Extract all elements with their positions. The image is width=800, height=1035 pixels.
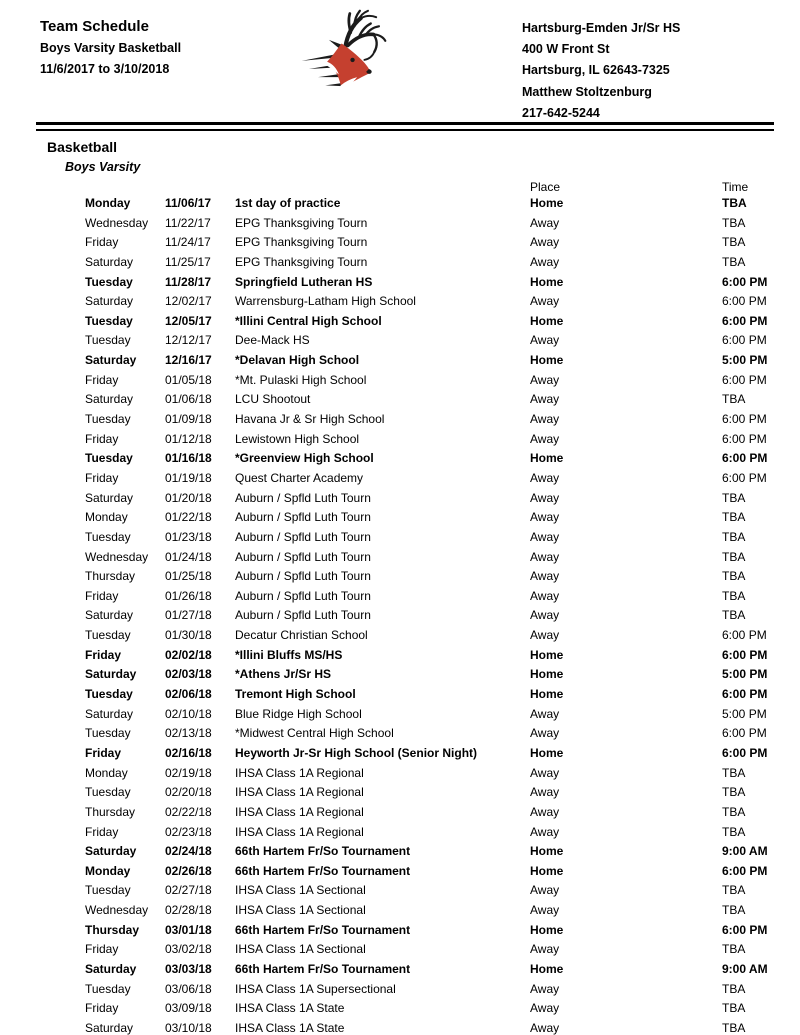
- cell-place: Away: [530, 431, 560, 446]
- cell-place: Away: [530, 628, 560, 643]
- cell-day: Friday: [85, 745, 122, 760]
- cell-time: 5:00 PM: [722, 667, 768, 682]
- cell-time: TBA: [722, 1020, 746, 1035]
- cell-time: TBA: [722, 235, 746, 250]
- cell-event: *Midwest Central High School: [235, 726, 394, 741]
- cell-day: Tuesday: [85, 785, 131, 800]
- cell-time: TBA: [722, 529, 746, 544]
- schedule-row: [0, 705, 800, 725]
- cell-event: IHSA Class 1A Regional: [235, 785, 364, 800]
- cell-day: Saturday: [85, 254, 134, 269]
- cell-time: 6:00 PM: [722, 313, 768, 328]
- schedule-row: [0, 901, 800, 921]
- cell-date: 02/26/18: [165, 863, 212, 878]
- cell-time: 6:00 PM: [722, 745, 768, 760]
- schedule-row: [0, 665, 800, 685]
- cell-place: Away: [530, 215, 560, 230]
- cell-place: Away: [530, 569, 560, 584]
- cell-place: Away: [530, 490, 560, 505]
- cell-place: Away: [530, 765, 560, 780]
- cell-day: Saturday: [85, 844, 137, 859]
- cell-event: 66th Hartem Fr/So Tournament: [235, 844, 411, 859]
- cell-place: Home: [530, 451, 564, 466]
- cell-event: IHSA Class 1A Regional: [235, 765, 364, 780]
- cell-day: Saturday: [85, 961, 137, 976]
- cell-place: Home: [530, 687, 564, 702]
- cell-date: 01/09/18: [165, 412, 212, 427]
- cell-event: IHSA Class 1A Regional: [235, 824, 364, 839]
- cell-event: Tremont High School: [235, 687, 356, 702]
- cell-day: Tuesday: [85, 726, 131, 741]
- schedule-row: [0, 587, 800, 607]
- cell-time: 5:00 PM: [722, 353, 768, 368]
- cell-date: 12/02/17: [165, 294, 212, 309]
- cell-date: 01/12/18: [165, 431, 212, 446]
- cell-date: 03/09/18: [165, 1001, 212, 1016]
- cell-day: Wednesday: [85, 549, 149, 564]
- cell-date: 12/05/17: [165, 313, 212, 328]
- cell-place: Home: [530, 353, 564, 368]
- cell-event: Springfield Lutheran HS: [235, 274, 373, 289]
- cell-date: 01/16/18: [165, 451, 212, 466]
- cell-date: 02/27/18: [165, 883, 212, 898]
- cell-time: 5:00 PM: [722, 706, 767, 721]
- cell-event: Auburn / Spfld Luth Tourn: [235, 490, 371, 505]
- cell-event: Auburn / Spfld Luth Tourn: [235, 529, 371, 544]
- cell-time: 6:00 PM: [722, 647, 768, 662]
- schedule-row: [0, 980, 800, 1000]
- cell-day: Saturday: [85, 706, 134, 721]
- cell-event: *Athens Jr/Sr HS: [235, 667, 332, 682]
- team-heading: Boys Varsity: [65, 160, 141, 174]
- season-date-range: 11/6/2017 to 3/10/2018: [40, 62, 170, 76]
- cell-place: Away: [530, 706, 560, 721]
- cell-date: 02/16/18: [165, 745, 212, 760]
- cell-place: Away: [530, 981, 560, 996]
- cell-time: 6:00 PM: [722, 431, 767, 446]
- cell-place: Away: [530, 529, 560, 544]
- table-header-row: [0, 181, 800, 194]
- cell-place: Away: [530, 726, 560, 741]
- cell-place: Away: [530, 333, 560, 348]
- cell-time: TBA: [722, 1001, 746, 1016]
- cell-date: 03/10/18: [165, 1020, 212, 1035]
- header-left: [40, 16, 181, 80]
- cell-day: Friday: [85, 647, 122, 662]
- cell-event: *Delavan High School: [235, 353, 360, 368]
- cell-time: 6:00 PM: [722, 333, 767, 348]
- cell-day: Friday: [85, 372, 119, 387]
- cell-day: Monday: [85, 765, 128, 780]
- schedule-row: [0, 823, 800, 843]
- schedule-row: [0, 489, 800, 509]
- cell-day: Monday: [85, 510, 128, 525]
- header-right: [522, 18, 680, 124]
- cell-date: 01/06/18: [165, 392, 212, 407]
- cell-day: Tuesday: [85, 451, 133, 466]
- cell-day: Tuesday: [85, 687, 133, 702]
- cell-date: 11/25/17: [165, 254, 211, 269]
- cell-event: Auburn / Spfld Luth Tourn: [235, 569, 371, 584]
- cell-time: 6:00 PM: [722, 294, 767, 309]
- schedule-row: [0, 724, 800, 744]
- cell-event: IHSA Class 1A Supersectional: [235, 981, 396, 996]
- cell-day: Saturday: [85, 1020, 134, 1035]
- schedule-row: [0, 685, 800, 705]
- cell-event: IHSA Class 1A State: [235, 1001, 345, 1016]
- cell-day: Friday: [85, 431, 119, 446]
- cell-time: TBA: [722, 942, 746, 957]
- cell-date: 12/12/17: [165, 333, 212, 348]
- cell-time: 6:00 PM: [722, 922, 768, 937]
- schedule-row: [0, 253, 800, 273]
- cell-date: 01/05/18: [165, 372, 212, 387]
- schedule-row: [0, 881, 800, 901]
- cell-place: Home: [530, 961, 564, 976]
- schedule-row: [0, 430, 800, 450]
- schedule-row: [0, 233, 800, 253]
- double-rule: [36, 122, 774, 131]
- cell-event: Auburn / Spfld Luth Tourn: [235, 510, 371, 525]
- cell-date: 03/02/18: [165, 942, 212, 957]
- schedule-row: [0, 194, 800, 214]
- cell-place: Home: [530, 196, 564, 210]
- cell-event: Auburn / Spfld Luth Tourn: [235, 608, 371, 623]
- cell-day: Tuesday: [85, 412, 131, 427]
- schedule-row: [0, 351, 800, 371]
- cell-date: 02/22/18: [165, 804, 212, 819]
- contact-name: Matthew Stoltzenburg: [522, 84, 652, 99]
- cell-date: 01/23/18: [165, 529, 212, 544]
- cell-event: *Greenview High School: [235, 451, 374, 466]
- schedule-row: [0, 567, 800, 587]
- cell-place: Home: [530, 667, 564, 682]
- cell-event: Dee-Mack HS: [235, 333, 310, 348]
- cell-time: TBA: [722, 215, 746, 230]
- cell-event: *Illini Bluffs MS/HS: [235, 647, 343, 662]
- cell-event: EPG Thanksgiving Tourn: [235, 215, 368, 230]
- schedule-row: [0, 410, 800, 430]
- cell-event: Warrensburg-Latham High School: [235, 294, 416, 309]
- schedule-row: [0, 508, 800, 528]
- cell-date: 01/27/18: [165, 608, 212, 623]
- cell-time: TBA: [722, 765, 746, 780]
- team-subtitle: Boys Varsity Basketball: [40, 41, 182, 55]
- schedule-row: [0, 548, 800, 568]
- cell-place: Away: [530, 470, 560, 485]
- cell-time: TBA: [722, 824, 746, 839]
- cell-day: Thursday: [85, 922, 140, 937]
- cell-time: 9:00 AM: [722, 961, 768, 976]
- schedule-row: [0, 214, 800, 234]
- cell-day: Saturday: [85, 392, 134, 407]
- cell-place: Away: [530, 372, 560, 387]
- cell-time: TBA: [722, 608, 746, 623]
- cell-time: TBA: [722, 981, 746, 996]
- cell-date: 02/23/18: [165, 824, 212, 839]
- school-address-city: Hartsburg, IL 62643-7325: [522, 63, 670, 78]
- cell-event: *Mt. Pulaski High School: [235, 372, 367, 387]
- cell-time: 6:00 PM: [722, 372, 767, 387]
- schedule-row: [0, 449, 800, 469]
- schedule-row: [0, 331, 800, 351]
- cell-time: TBA: [722, 254, 746, 269]
- cell-time: 9:00 AM: [722, 844, 768, 859]
- cell-place: Home: [530, 844, 564, 859]
- stag-mascot-icon: [298, 6, 398, 112]
- cell-date: 12/16/17: [165, 353, 212, 368]
- cell-place: Away: [530, 549, 560, 564]
- cell-day: Thursday: [85, 804, 136, 819]
- cell-event: Quest Charter Academy: [235, 470, 364, 485]
- cell-date: 02/13/18: [165, 726, 212, 741]
- cell-event: Lewistown High School: [235, 431, 360, 446]
- cell-day: Tuesday: [85, 628, 131, 643]
- cell-day: Friday: [85, 588, 119, 603]
- cell-event: IHSA Class 1A Sectional: [235, 883, 366, 898]
- sport-heading: Basketball: [47, 139, 118, 155]
- cell-day: Tuesday: [85, 274, 133, 289]
- cell-place: Away: [530, 1020, 560, 1035]
- cell-day: Thursday: [85, 569, 136, 584]
- cell-date: 11/28/17: [165, 274, 212, 289]
- cell-place: Away: [530, 608, 560, 623]
- schedule-row: [0, 960, 800, 980]
- cell-time: TBA: [722, 804, 746, 819]
- schedule-row: [0, 803, 800, 823]
- column-header-time: Time: [722, 180, 749, 194]
- cell-time: 6:00 PM: [722, 470, 767, 485]
- schedule-row: [0, 842, 800, 862]
- cell-date: 01/26/18: [165, 588, 212, 603]
- column-header-place: Place: [530, 180, 561, 194]
- cell-place: Away: [530, 785, 560, 800]
- cell-date: 02/19/18: [165, 765, 212, 780]
- schedule-row: [0, 312, 800, 332]
- cell-place: Home: [530, 922, 564, 937]
- schedule-row: [0, 469, 800, 489]
- cell-time: 6:00 PM: [722, 863, 768, 878]
- cell-time: 6:00 PM: [722, 451, 768, 466]
- schedule-row: [0, 862, 800, 882]
- cell-event: IHSA Class 1A Sectional: [235, 903, 366, 918]
- cell-day: Saturday: [85, 490, 134, 505]
- cell-day: Friday: [85, 824, 119, 839]
- schedule-row: [0, 273, 800, 293]
- cell-day: Saturday: [85, 667, 137, 682]
- schedule-row: [0, 528, 800, 548]
- cell-place: Away: [530, 392, 560, 407]
- cell-day: Tuesday: [85, 313, 133, 328]
- cell-time: TBA: [722, 510, 746, 525]
- cell-place: Away: [530, 903, 560, 918]
- cell-place: Away: [530, 294, 560, 309]
- cell-day: Friday: [85, 1001, 119, 1016]
- page-title: Team Schedule: [40, 18, 149, 35]
- schedule-row: [0, 744, 800, 764]
- cell-date: 01/30/18: [165, 628, 212, 643]
- cell-event: Auburn / Spfld Luth Tourn: [235, 549, 371, 564]
- cell-event: 66th Hartem Fr/So Tournament: [235, 863, 411, 878]
- cell-date: 01/25/18: [165, 569, 212, 584]
- cell-event: EPG Thanksgiving Tourn: [235, 235, 368, 250]
- cell-event: EPG Thanksgiving Tourn: [235, 254, 368, 269]
- schedule-row: [0, 606, 800, 626]
- cell-time: 6:00 PM: [722, 726, 767, 741]
- cell-time: TBA: [722, 569, 746, 584]
- cell-day: Wednesday: [85, 215, 149, 230]
- cell-day: Friday: [85, 942, 119, 957]
- schedule-row: [0, 390, 800, 410]
- table-body: [0, 194, 800, 1035]
- cell-event: 1st day of practice: [235, 196, 341, 210]
- cell-time: TBA: [722, 392, 746, 407]
- cell-date: 02/20/18: [165, 785, 212, 800]
- cell-event: 66th Hartem Fr/So Tournament: [235, 922, 411, 937]
- cell-place: Away: [530, 824, 560, 839]
- schedule-row: [0, 371, 800, 391]
- cell-place: Home: [530, 863, 564, 878]
- cell-day: Friday: [85, 470, 119, 485]
- cell-place: Home: [530, 745, 564, 760]
- cell-place: Away: [530, 883, 560, 898]
- cell-event: *Illini Central High School: [235, 313, 382, 328]
- cell-place: Home: [530, 647, 564, 662]
- cell-event: Blue Ridge High School: [235, 706, 362, 721]
- cell-time: TBA: [722, 549, 746, 564]
- cell-place: Away: [530, 942, 560, 957]
- cell-event: LCU Shootout: [235, 392, 311, 407]
- cell-day: Monday: [85, 863, 131, 878]
- cell-time: 6:00 PM: [722, 274, 768, 289]
- schedule-row: [0, 646, 800, 666]
- cell-day: Friday: [85, 235, 119, 250]
- school-name: Hartsburg-Emden Jr/Sr HS: [522, 21, 681, 35]
- schedule-row: [0, 626, 800, 646]
- cell-place: Away: [530, 588, 560, 603]
- cell-date: 01/20/18: [165, 490, 212, 505]
- cell-date: 03/01/18: [165, 922, 212, 937]
- cell-event: Decatur Christian School: [235, 628, 368, 643]
- cell-event: IHSA Class 1A Regional: [235, 804, 364, 819]
- contact-phone: 217-642-5244: [522, 105, 600, 120]
- cell-place: Away: [530, 412, 560, 427]
- cell-place: Away: [530, 1001, 560, 1016]
- cell-date: 02/24/18: [165, 844, 212, 859]
- cell-time: 6:00 PM: [722, 687, 768, 702]
- cell-event: IHSA Class 1A State: [235, 1020, 345, 1035]
- schedule-row: [0, 783, 800, 803]
- cell-date: 02/28/18: [165, 903, 212, 918]
- cell-date: 03/03/18: [165, 961, 212, 976]
- cell-time: 6:00 PM: [722, 628, 767, 643]
- cell-day: Saturday: [85, 353, 137, 368]
- cell-time: 6:00 PM: [722, 412, 767, 427]
- schedule-row: [0, 999, 800, 1019]
- cell-place: Home: [530, 313, 564, 328]
- cell-event: IHSA Class 1A Sectional: [235, 942, 366, 957]
- cell-day: Saturday: [85, 294, 134, 309]
- schedule-row: [0, 764, 800, 784]
- cell-day: Tuesday: [85, 883, 131, 898]
- cell-day: Wednesday: [85, 903, 149, 918]
- schedule-row: [0, 921, 800, 941]
- cell-date: 02/06/18: [165, 687, 212, 702]
- cell-event: 66th Hartem Fr/So Tournament: [235, 961, 411, 976]
- cell-event: Auburn / Spfld Luth Tourn: [235, 588, 371, 603]
- cell-date: 11/24/17: [165, 235, 211, 250]
- schedule-row: [0, 940, 800, 960]
- schedule-row: [0, 1019, 800, 1035]
- cell-place: Away: [530, 804, 560, 819]
- cell-day: Tuesday: [85, 333, 131, 348]
- cell-date: 01/24/18: [165, 549, 212, 564]
- schedule-table: [0, 181, 800, 1035]
- cell-day: Tuesday: [85, 981, 131, 996]
- cell-time: TBA: [722, 490, 746, 505]
- cell-place: Away: [530, 510, 560, 525]
- school-address-street: 400 W Front St: [522, 42, 610, 57]
- cell-time: TBA: [722, 785, 746, 800]
- cell-day: Monday: [85, 196, 131, 210]
- cell-date: 02/03/18: [165, 667, 212, 682]
- cell-date: 11/22/17: [165, 215, 211, 230]
- cell-time: TBA: [722, 196, 747, 210]
- cell-date: 01/22/18: [165, 510, 212, 525]
- cell-time: TBA: [722, 903, 746, 918]
- cell-place: Home: [530, 274, 564, 289]
- cell-date: 01/19/18: [165, 470, 212, 485]
- cell-place: Away: [530, 235, 560, 250]
- cell-day: Tuesday: [85, 529, 131, 544]
- cell-time: TBA: [722, 588, 746, 603]
- cell-time: TBA: [722, 883, 746, 898]
- cell-date: 11/06/17: [165, 196, 212, 210]
- schedule-row: [0, 292, 800, 312]
- cell-event: Havana Jr & Sr High School: [235, 412, 385, 427]
- cell-day: Saturday: [85, 608, 134, 623]
- cell-date: 03/06/18: [165, 981, 212, 996]
- cell-place: Away: [530, 254, 560, 269]
- cell-date: 02/10/18: [165, 706, 212, 721]
- cell-event: Heyworth Jr-Sr High School (Senior Night): [235, 745, 478, 760]
- cell-date: 02/02/18: [165, 647, 212, 662]
